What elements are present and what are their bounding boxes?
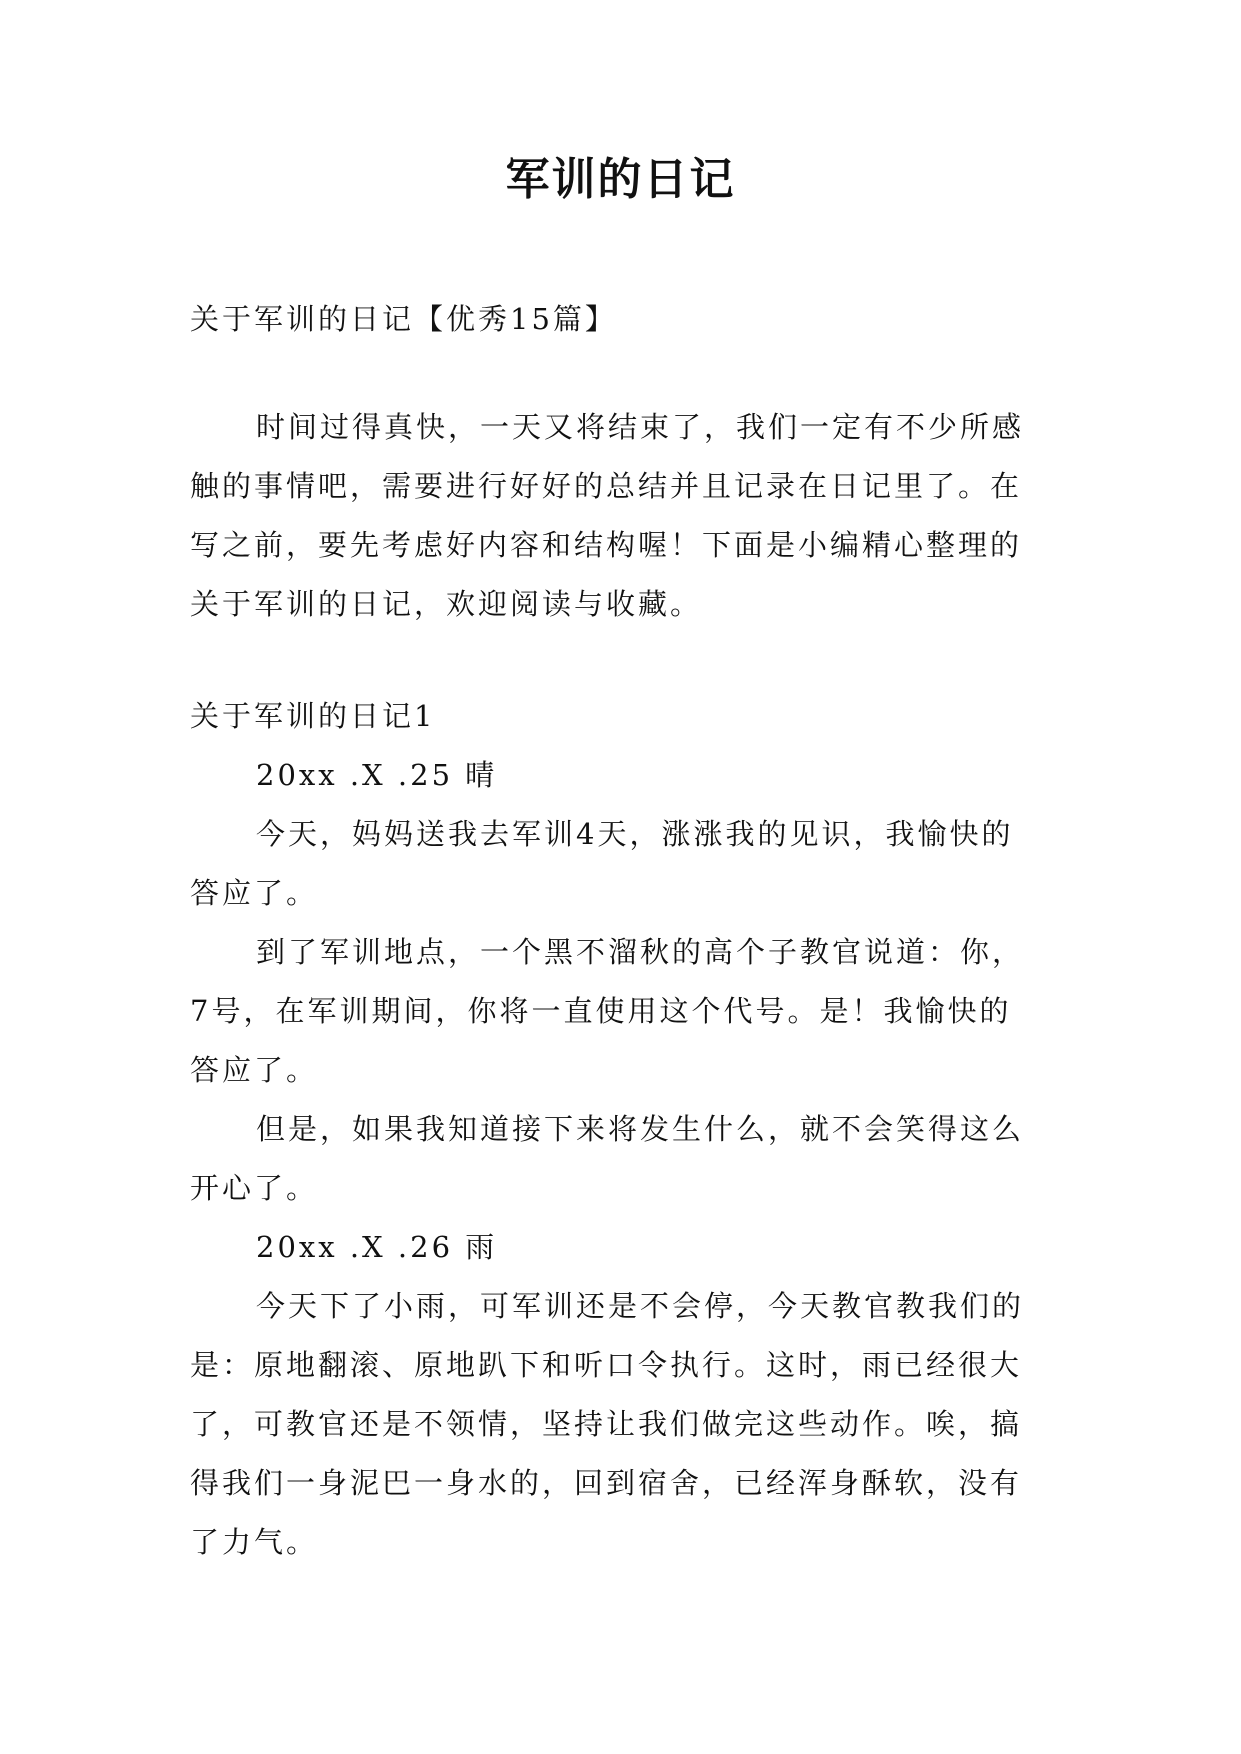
document-title: 军训的日记 xyxy=(505,154,736,205)
document-subtitle: 关于军训的日记【优秀15篇】 xyxy=(190,302,617,336)
spacer xyxy=(190,349,1060,398)
paragraph-line: 得我们一身泥巴一身水的，回到宿舍，已经浑身酥软，没有 xyxy=(190,1466,1023,1500)
paragraph-line: 答应了。 xyxy=(190,876,319,910)
intro-paragraph xyxy=(190,398,1060,634)
intro-line: 关于军训的日记，欢迎阅读与收藏。 xyxy=(190,587,703,621)
entry-heading: 关于军训的日记1 xyxy=(190,699,436,733)
spacer xyxy=(190,634,1060,687)
paragraph-line: 7号，在军训期间，你将一直使用这个代号。是！我愉快的 xyxy=(190,994,1012,1028)
entry-paragraph xyxy=(190,1277,1060,1572)
paragraph-line: 了，可教官还是不领情，坚持让我们做完这些动作。唉，搞 xyxy=(190,1407,1023,1441)
paragraph-line: 但是，如果我知道接下来将发生什么，就不会笑得这么 xyxy=(256,1112,1025,1146)
paragraph-line: 开心了。 xyxy=(190,1171,319,1205)
paragraph-line: 今天，妈妈送我去军训4天，涨涨我的见识，我愉快的 xyxy=(256,817,1014,851)
entry-date: 20xx .X .26 雨 xyxy=(256,1230,498,1264)
entry-paragraph xyxy=(190,1100,1060,1218)
intro-line: 时间过得真快，一天又将结束了，我们一定有不少所感 xyxy=(256,410,1025,444)
paragraph-line: 今天下了小雨，可军训还是不会停，今天教官教我们的 xyxy=(256,1289,1025,1323)
paragraph-line: 了力气。 xyxy=(190,1525,319,1559)
entry-paragraph xyxy=(190,805,1060,923)
paragraph-line: 到了军训地点，一个黑不溜秋的高个子教官说道：你， xyxy=(256,935,1025,969)
paragraph-line: 答应了。 xyxy=(190,1053,319,1087)
entry-paragraph xyxy=(190,923,1060,1100)
entry-date: 20xx .X .25 晴 xyxy=(256,758,498,792)
paragraph-line: 是：原地翻滚、原地趴下和听口令执行。这时，雨已经很大 xyxy=(190,1348,1023,1382)
intro-line: 写之前，要先考虑好内容和结构喔！下面是小编精心整理的 xyxy=(190,528,1023,562)
document-body xyxy=(190,290,1060,1572)
intro-line: 触的事情吧，需要进行好好的总结并且记录在日记里了。在 xyxy=(190,469,1023,503)
